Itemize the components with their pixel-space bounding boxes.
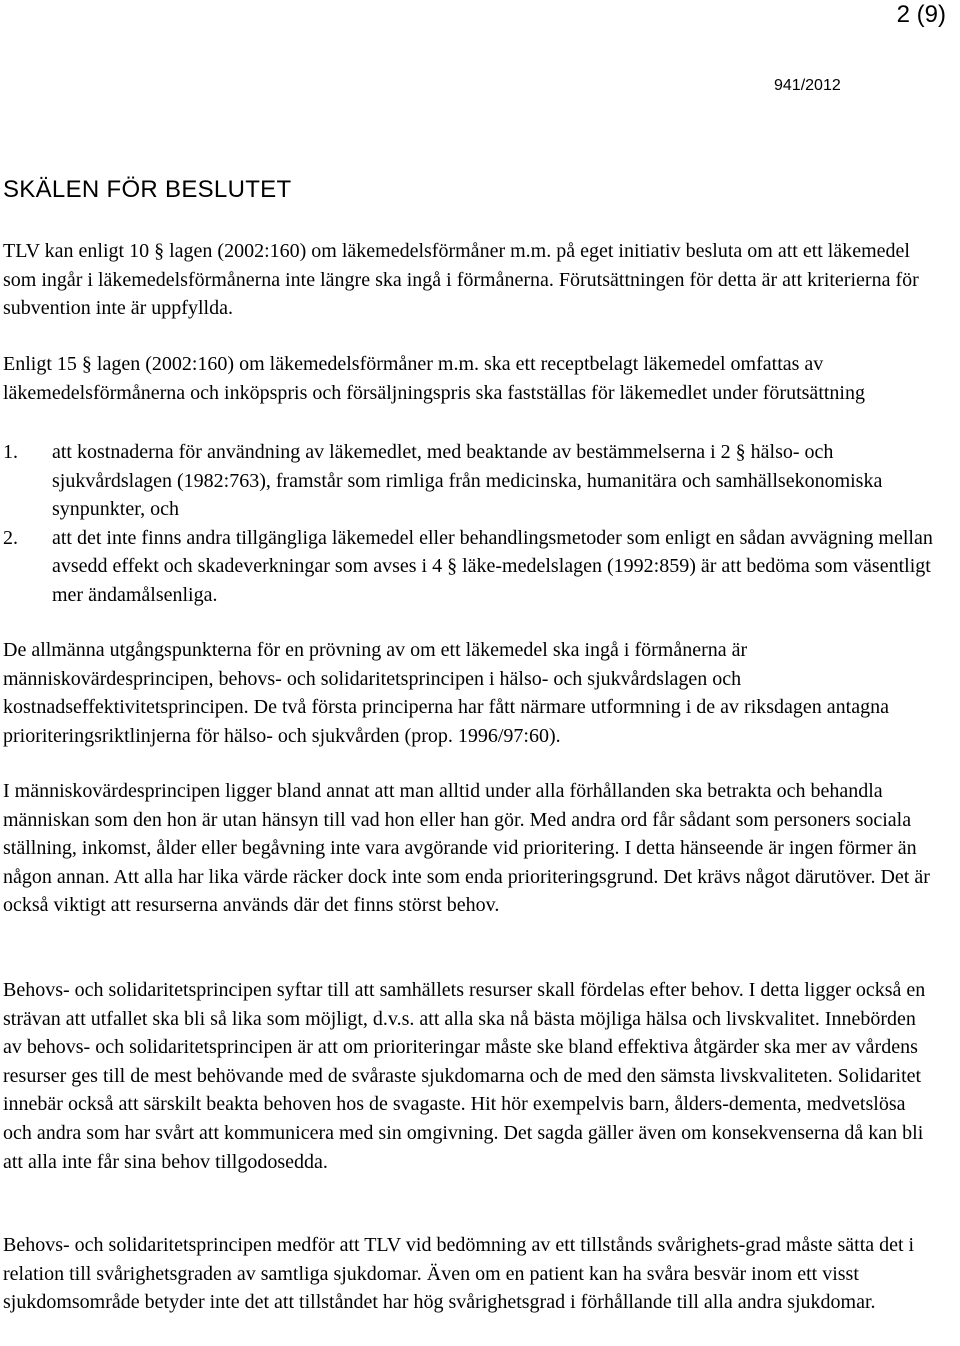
list-item-text: att det inte finns andra tillgängliga läkemedel eller behandlingsmetoder som enligt en sådan avvägning mellan avsedd effekt och skadeverkningar som avses i 4 § läke-medelslagen (1992:859) är att bedöma som väsentligt mer ändamålsenliga.	[52, 526, 933, 606]
paragraph-intro: TLV kan enligt 10 § lagen (2002:160) om läkemedelsförmåner m.m. på eget initiativ besluta om att ett läkemedel som ingår i läkemedelsförmånerna inte längre ska ingå i förmånerna. Förutsättningen för detta är att kriterierna för subvention inte är uppfyllda.	[3, 240, 919, 320]
paragraph-manniskovardesprincipen: I människovärdesprincipen ligger bland annat att man alltid under alla förhållanden ska betrakta och behandla människan som den hon är utan hänsyn till vad hon eller han gör. Med andra ord får sådant som personers sociala ställning, inkomst, ålder eller begåvning inte vara avgörande vid prioritering. I detta hänseende är ingen förmer än någon annan. Att alla har lika värde räcker dock inte som enda prioriteringsgrund. Det krävs något därutöver. Det är också viktigt att resurserna används där det finns störst behov.	[3, 780, 930, 917]
section-heading: SKÄLEN FÖR BESLUTET	[3, 176, 292, 203]
list-item	[3, 438, 938, 524]
list-item-number: 1.	[3, 441, 18, 463]
paragraph-svarighetsgrad: Behovs- och solidaritetsprincipen medför att TLV vid bedömning av ett tillstånds svårighets-grad måste sätta det i relation till svårighetsgraden av samtliga sjukdomar. Även om en patient kan ha svåra besvär inom ett visst sjukdomsområde betyder inte det att tillståndet har hög svårighetsgrad i förhållande till alla andra sjukdomar.	[3, 1234, 915, 1314]
page-number: 2 (9)	[896, 1, 946, 28]
list-item-number: 2.	[3, 526, 18, 549]
criteria-list	[3, 438, 938, 610]
paragraph-allmanna-utgangspunkter: De allmänna utgångspunkterna för en prövning av om ett läkemedel ska ingå i förmånerna är människovärdesprincipen, behovs- och solidaritetsprincipen i hälso- och sjukvårdslagen och kostnadseffektivitetsprincipen. De två första principerna har fått närmare utformning i de av riksdagen antagna prioriteringsriktlinjerna för hälso- och sjukvården (prop. 1996/97:60).	[3, 639, 889, 747]
paragraph-behovs-solidaritet: Behovs- och solidaritetsprincipen syftar till att samhällets resurser skall fördelas efter behov. I detta ligger också en strävan att utfallet ska bli så lika som möjligt, d.v.s. att alla ska nå bästa möjliga hälsa och livskvalitet. Innebörden av behovs- och solidaritetsprincipen är att om prioriteringar måste ske bland effektiva åtgärder ska mer av vårdens resurser ges till de mest behövande med de svåraste sjukdomarna och de med den sämsta livskvaliteten. Solidaritet innebär också att särskilt beakta behoven hos de svagaste. Hit hör exempelvis barn, ålders-dementa, medvetslösa och andra som har svårt att kommunicera med sin omgivning. Det sagda gäller även om konsekvenserna då kan bli att alla inte får sina behov tillgodosedda.	[3, 979, 926, 1173]
list-item-text: att kostnaderna för användning av läkemedlet, med beaktande av bestämmelserna i 2 § hälso- och sjukvårdslagen (1982:763), framstår som rimliga från medicinska, humanitära och samhällsekonomiska synpunkter, och	[52, 441, 883, 521]
document-number: 941/2012	[774, 77, 841, 94]
list-item	[3, 524, 938, 610]
paragraph-enligt-15: Enligt 15 § lagen (2002:160) om läkemedelsförmåner m.m. ska ett receptbelagt läkemedel omfattas av läkemedelsförmånerna och inköpspris och försäljningspris ska fastställas för läkemedlet under förutsättning	[3, 353, 865, 404]
